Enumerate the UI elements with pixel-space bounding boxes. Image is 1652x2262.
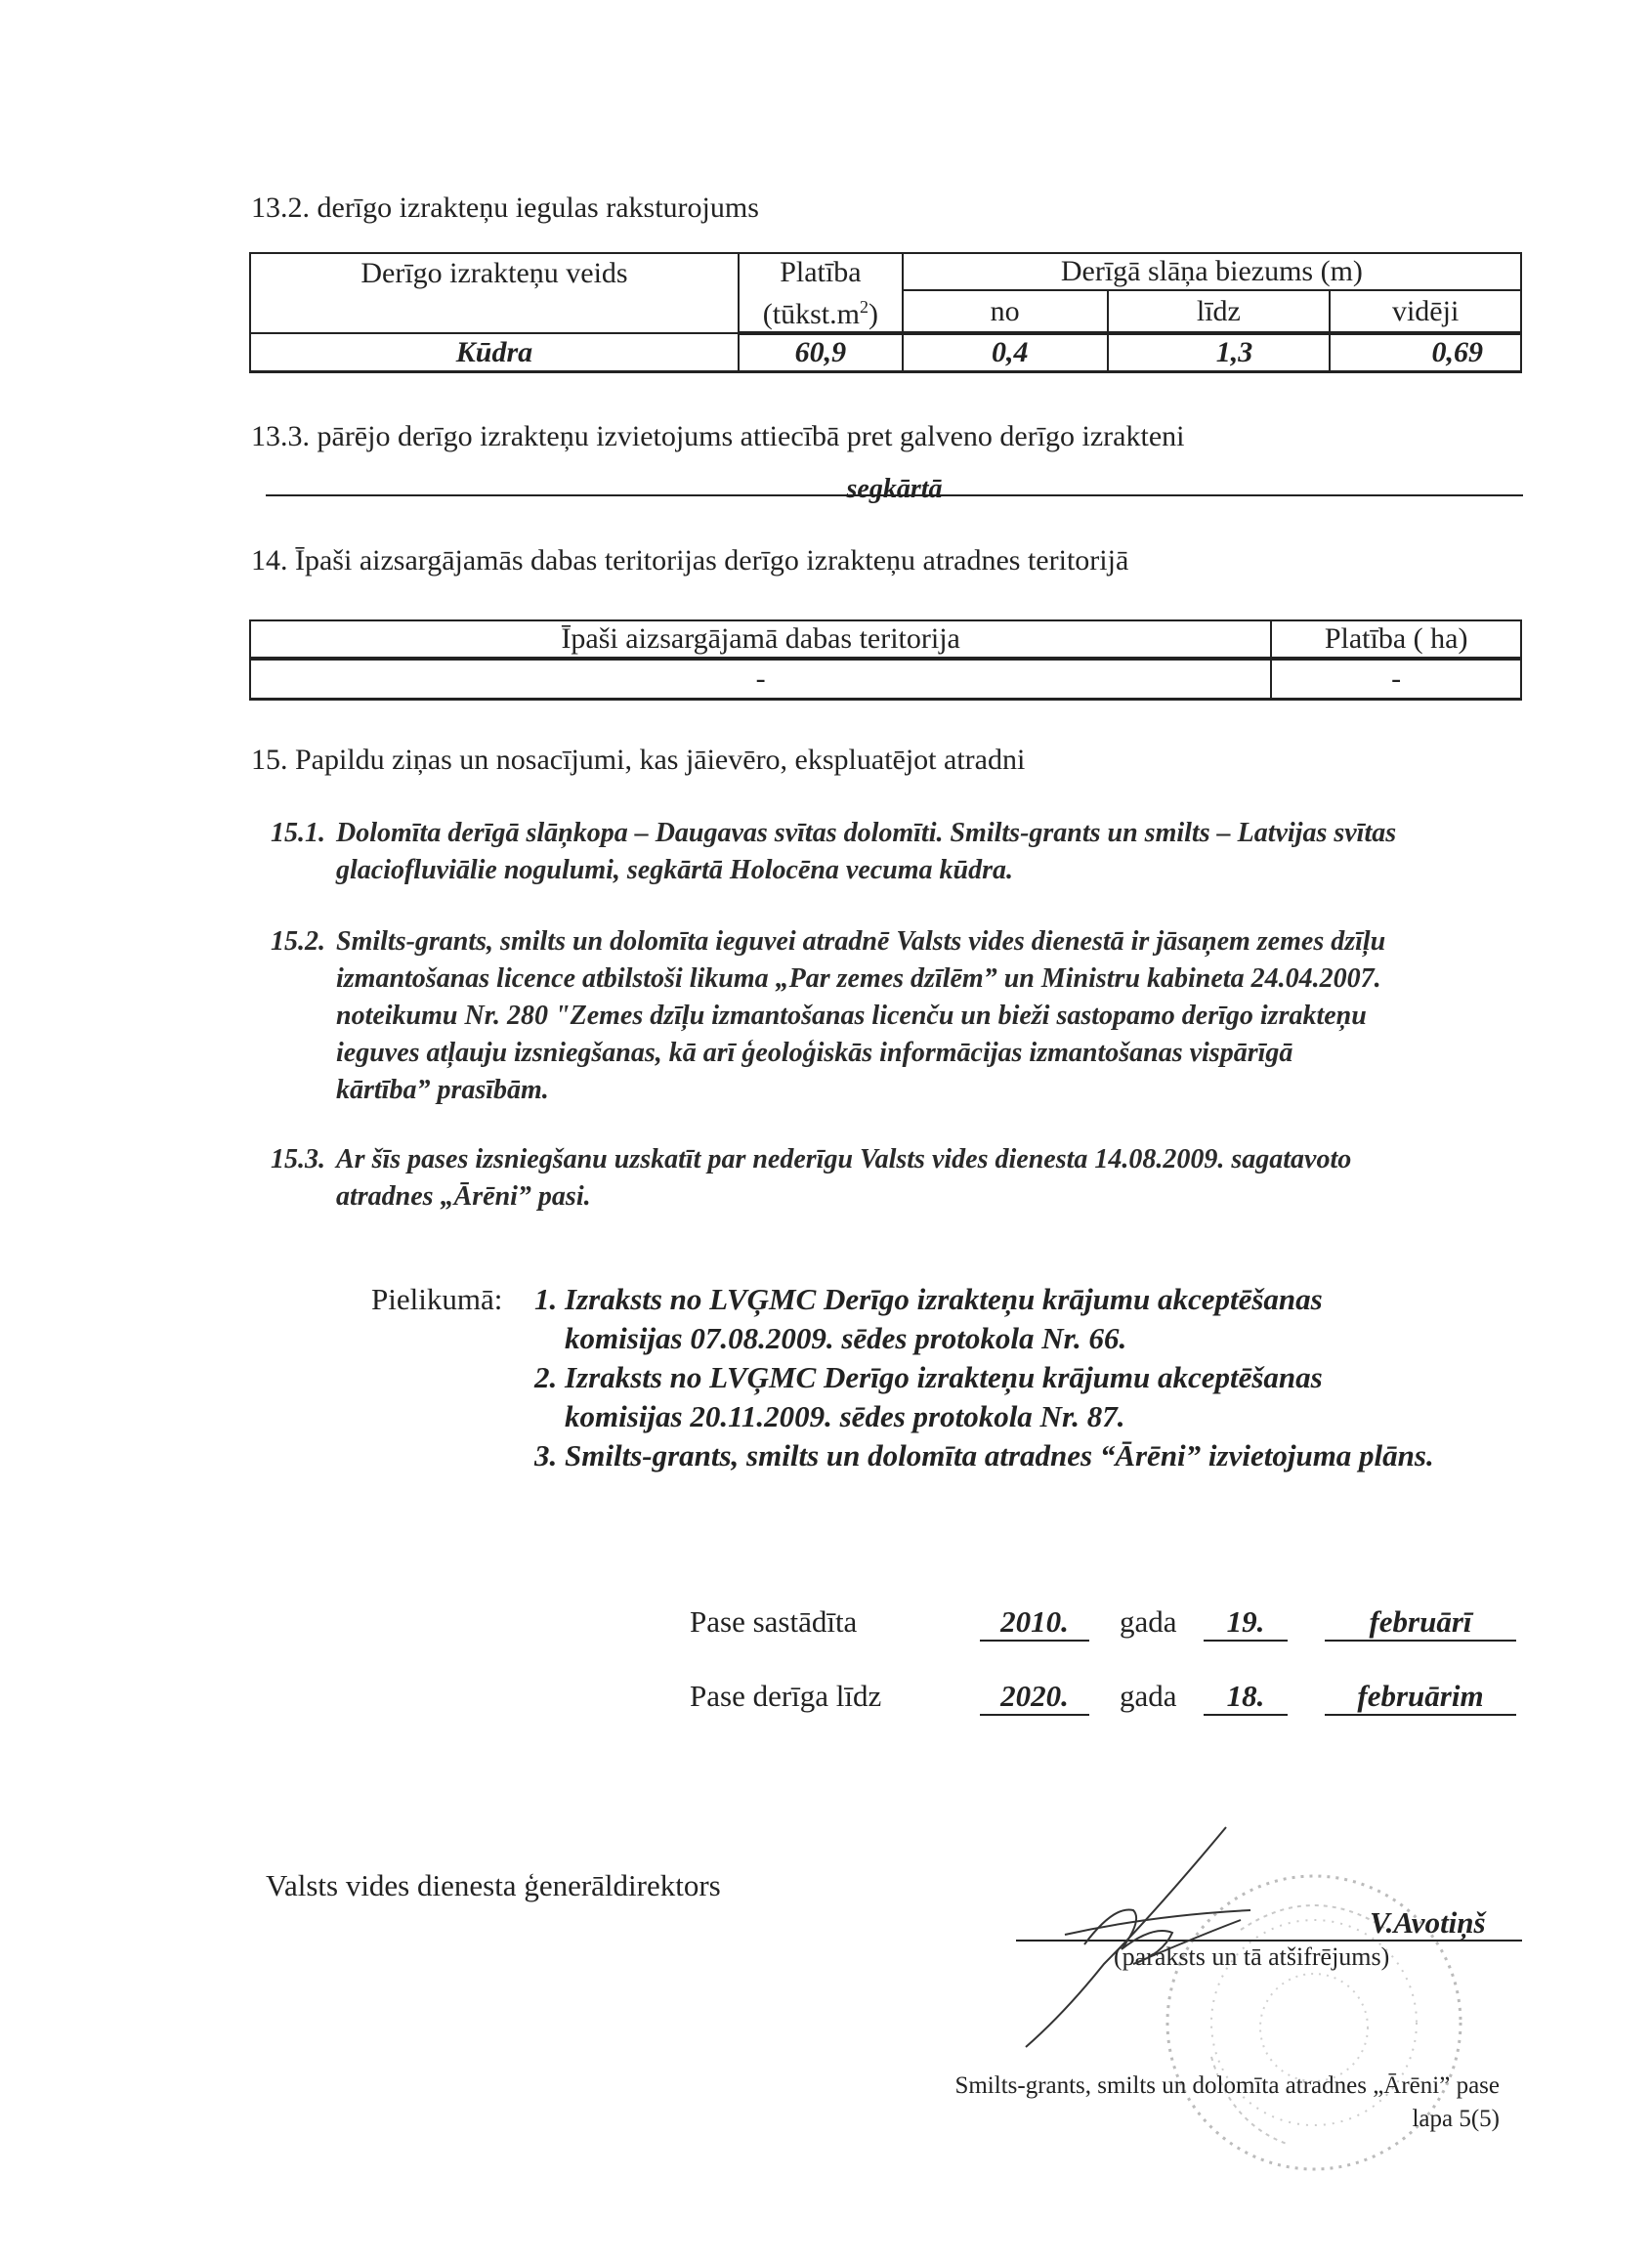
footer-document-title: Smilts-grants, smilts un dolomīta atradnes „Ārēni” pase bbox=[954, 2072, 1500, 2099]
para-15-2-line-1: Smilts-grants, smilts un dolomīta ieguvei atradnē Valsts vides dienestā ir jāsaņem zemes dzīļu bbox=[336, 926, 1386, 957]
section-13-3-value: segkārtā bbox=[846, 474, 943, 504]
attachments-label: Pielikumā: bbox=[371, 1282, 503, 1316]
attachment-2-line-1: 2. Izraksts no LVĢMC Derīgo izrakteņu krājumu akceptēšanas bbox=[534, 1360, 1323, 1394]
para-15-2-line-2: izmantošanas licence atbilstoši likuma „Par zemes dzīlēm” un Ministru kabineta 24.04.2007. bbox=[336, 963, 1381, 994]
valid-gada: gada bbox=[1120, 1679, 1177, 1713]
cell-territory: - bbox=[250, 659, 1271, 700]
protected-territories-table bbox=[249, 619, 1522, 701]
para-15-1-line-1: Dolomīta derīgā slāņkopa – Daugavas svītas dolomīti. Smilts-grants un smilts – Latvijas svītas bbox=[336, 818, 1397, 848]
attachment-1-line-1: 1. Izraksts no LVĢMC Derīgo izrakteņu krājumu akceptēšanas bbox=[534, 1282, 1323, 1316]
valid-year: 2020. bbox=[980, 1679, 1089, 1716]
header-territory: Īpaši aizsargājamā dabas teritorija bbox=[250, 620, 1271, 659]
compiled-day: 19. bbox=[1204, 1604, 1288, 1642]
cell-to: 1,3 bbox=[1108, 333, 1331, 372]
para-15-1-line-2: glaciofluviālie nogulumi, segkārtā Holocēna vecuma kūdra. bbox=[336, 855, 1013, 885]
section-15-heading: 15. Papildu ziņas un nosacījumi, kas jāievēro, ekspluatējot atradni bbox=[251, 744, 1026, 776]
cell-mineral-type: Kūdra bbox=[250, 333, 739, 372]
compiled-gada: gada bbox=[1120, 1604, 1177, 1639]
valid-day: 18. bbox=[1204, 1679, 1288, 1716]
header-mineral-type: Derīgo izrakteņu veids bbox=[250, 253, 739, 333]
signature-caption: (paraksts un tā atšifrējums) bbox=[1114, 1942, 1390, 1971]
compiled-label: Pase sastādīta bbox=[690, 1604, 858, 1639]
attachment-2-line-2: komisijas 20.11.2009. sēdes protokola Nr. 87. bbox=[565, 1399, 1125, 1433]
header-from: no bbox=[903, 290, 1108, 333]
footer-page-number: lapa 5(5) bbox=[1412, 2106, 1500, 2132]
cell-territory-area: - bbox=[1271, 659, 1521, 700]
handwritten-signature bbox=[1006, 1817, 1270, 2052]
cell-average: 0,69 bbox=[1330, 333, 1521, 372]
para-15-2-number: 15.2. bbox=[271, 926, 325, 957]
para-15-1-number: 15.1. bbox=[271, 818, 325, 848]
para-15-3-line-1: Ar šīs pases izsniegšanu uzskatīt par nederīgu Valsts vides dienesta 14.08.2009. sagatavoto bbox=[336, 1144, 1352, 1174]
signatory-title: Valsts vides dienesta ģenerāldirektors bbox=[266, 1868, 721, 1902]
cell-area: 60,9 bbox=[739, 333, 903, 372]
signatory-name: V.Avotiņš bbox=[1370, 1905, 1486, 1940]
header-area-unit: $(tūkst.m^2)$ bbox=[739, 290, 903, 333]
header-territory-area: Platība ( ha) bbox=[1271, 620, 1521, 659]
valid-month: februārim bbox=[1325, 1679, 1516, 1716]
section-13-2-heading: 13.2. derīgo izrakteņu iegulas raksturojums bbox=[251, 192, 759, 224]
valid-until-label: Pase derīga līdz bbox=[690, 1679, 882, 1713]
mineral-characteristics-table bbox=[249, 252, 1522, 373]
attachment-1-line-2: komisijas 07.08.2009. sēdes protokola Nr. 66. bbox=[565, 1321, 1127, 1355]
header-average: vidēji bbox=[1330, 290, 1521, 333]
compiled-year: 2010. bbox=[980, 1604, 1089, 1642]
section-14-heading: 14. Īpaši aizsargājamās dabas teritorijas derīgo izrakteņu atradnes teritorijā bbox=[251, 544, 1129, 576]
compiled-month: februārī bbox=[1325, 1604, 1516, 1642]
header-layer-thickness: Derīgā slāņa biezums (m) bbox=[903, 253, 1521, 290]
para-15-2-line-3: noteikumu Nr. 280 "Zemes dzīļu izmantošanas licenču un bieži sastopamo derīgo izrakteņu bbox=[336, 1001, 1367, 1031]
para-15-2-line-5: kārtība” prasībām. bbox=[336, 1075, 549, 1105]
cell-from: 0,4 bbox=[903, 333, 1108, 372]
header-to: līdz bbox=[1108, 290, 1331, 333]
para-15-2-line-4: ieguves atļauju izsniegšanas, kā arī ģeoloģiskās informācijas izmantošanas vispārīgā bbox=[336, 1038, 1293, 1068]
header-area: Platība bbox=[739, 253, 903, 290]
para-15-3-number: 15.3. bbox=[271, 1144, 325, 1174]
para-15-3-line-2: atradnes „Ārēni” pasi. bbox=[336, 1181, 591, 1212]
attachment-3-line-1: 3. Smilts-grants, smilts un dolomīta atradnes “Ārēni” izvietojuma plāns. bbox=[534, 1438, 1434, 1472]
section-13-3-heading: 13.3. pārējo derīgo izrakteņu izvietojums attiecībā pret galveno derīgo izrakteni bbox=[251, 420, 1185, 452]
